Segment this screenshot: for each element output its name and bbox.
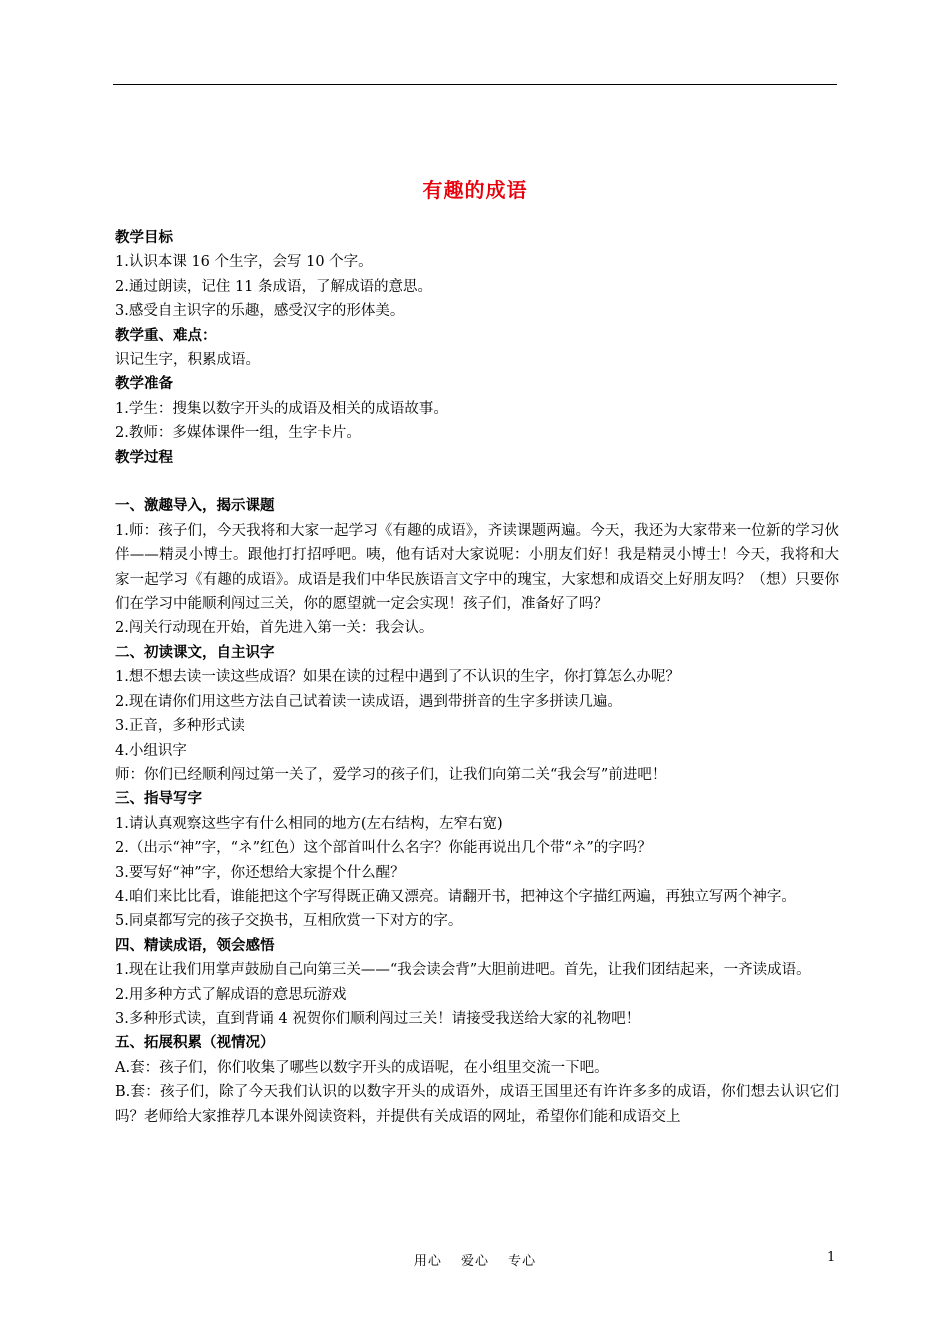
goals-heading: 教学目标: [115, 230, 173, 246]
focus-heading: 教学重、难点：: [115, 327, 217, 344]
section-2-heading: 二、初读课文，自主识字: [115, 644, 275, 661]
document-body: [115, 226, 839, 1129]
section-4-item: 2.用多种方式了解成语的意思玩游戏: [115, 986, 347, 1003]
section-4-item: 3.多种形式读，直到背诵 4 祝贺你们顺利闯过三关！请接受我送给大家的礼物吧！: [115, 1010, 641, 1027]
goal-item: 2.通过朗读，记住 11 条成语，了解成语的意思。: [115, 278, 433, 295]
section-5-heading: 五、拓展积累（视情况）: [115, 1035, 275, 1052]
section-3-heading: 三、指导写字: [115, 791, 202, 808]
process-heading: 教学过程: [115, 449, 173, 466]
page-footer: 用心 爱心 专心: [413, 1254, 537, 1269]
section-1-heading: 一、激趣导入，揭示课题: [115, 498, 275, 515]
header-rule: [113, 84, 837, 85]
section-2-item: 1.想不想去读一读这些成语？如果在读的过程中遇到了不认识的生字，你打算怎么办呢？: [115, 669, 680, 686]
goal-item: 1.认识本课 16 个生字，会写 10 个字。: [115, 254, 373, 271]
section-5-item: A.套：孩子们，你们收集了哪些以数字开头的成语呢，在小组里交流一下吧。: [115, 1059, 609, 1076]
section-4-item: 1.现在让我们用掌声鼓励自己向第三关——“我会读会背”大胆前进吧。首先，让我们团结起来，一齐读成语。: [115, 962, 811, 979]
section-1-item: 1.师：孩子们，今天我将和大家一起学习《有趣的成语》，齐读课题两遍。今天，我还为大家带来一位新的学习伙伴——精灵小博士。跟他打打招呼吧。咦，他有话对大家说呢：小朋友们好！我是精灵小博士！今天，我将和大家一起学习《有趣的成语》。成语是我们中华民族语言文字中的瑰宝，大家想和成语交上好朋友吗？（想）只要你们在学习中能顺利闯过三关，你的愿望就一定会实现！孩子们，准备好了吗？: [115, 522, 839, 613]
focus-text: 识记生字，积累成语。: [115, 352, 260, 369]
section-3-item: 4.咱们来比比看，谁能把这个字写得既正确又漂亮。请翻开书，把神这个字描红两遍，再独立写两个神字。: [115, 888, 796, 905]
section-4-heading: 四、精读成语，领会感悟: [115, 937, 275, 954]
prep-heading: 教学准备: [115, 376, 173, 393]
section-3-item: 3.要写好“神”字，你还想给大家提个什么醒？: [115, 864, 405, 881]
section-2-item: 3.正音，多种形式读: [115, 718, 245, 735]
section-1-item: 2.闯关行动现在开始，首先进入第一关：我会认。: [115, 620, 434, 637]
page-number: 1: [827, 1250, 836, 1265]
section-3-item: 2.（出示“神”字，“ネ”红色）这个部首叫什么名字？你能再说出几个带“ネ”的字吗？: [115, 840, 652, 857]
section-3-item: 1.请认真观察这些字有什么相同的地方(左右结构，左窄右宽): [115, 815, 503, 832]
section-3-item: 5.同桌都写完的孩子交换书，互相欣赏一下对方的字。: [115, 913, 463, 930]
prep-item: 2.教师：多媒体课件一组，生字卡片。: [115, 425, 361, 442]
section-2-item: 师：你们已经顺利闯过第一关了，爱学习的孩子们，让我们向第二关“我会写”前进吧！: [115, 766, 667, 783]
section-2-item: 4.小组识字: [115, 742, 187, 759]
section-5-item: B.套：孩子们，除了今天我们认识的以数字开头的成语外，成语王国里还有许许多多的成语，你们想去认识它们吗？老师给大家推荐几本课外阅读资料，并提供有关成语的网址，希望你们能和成语交上: [115, 1084, 839, 1125]
prep-item: 1.学生：搜集以数字开头的成语及相关的成语故事。: [115, 400, 448, 417]
page-title: 有趣的成语: [422, 178, 528, 202]
goal-item: 3.感受自主识字的乐趣，感受汉字的形体美。: [115, 303, 405, 320]
section-2-item: 2.现在请你们用这些方法自己试着读一读成语，遇到带拼音的生字多拼读几遍。: [115, 693, 622, 710]
spacer: [115, 470, 839, 494]
